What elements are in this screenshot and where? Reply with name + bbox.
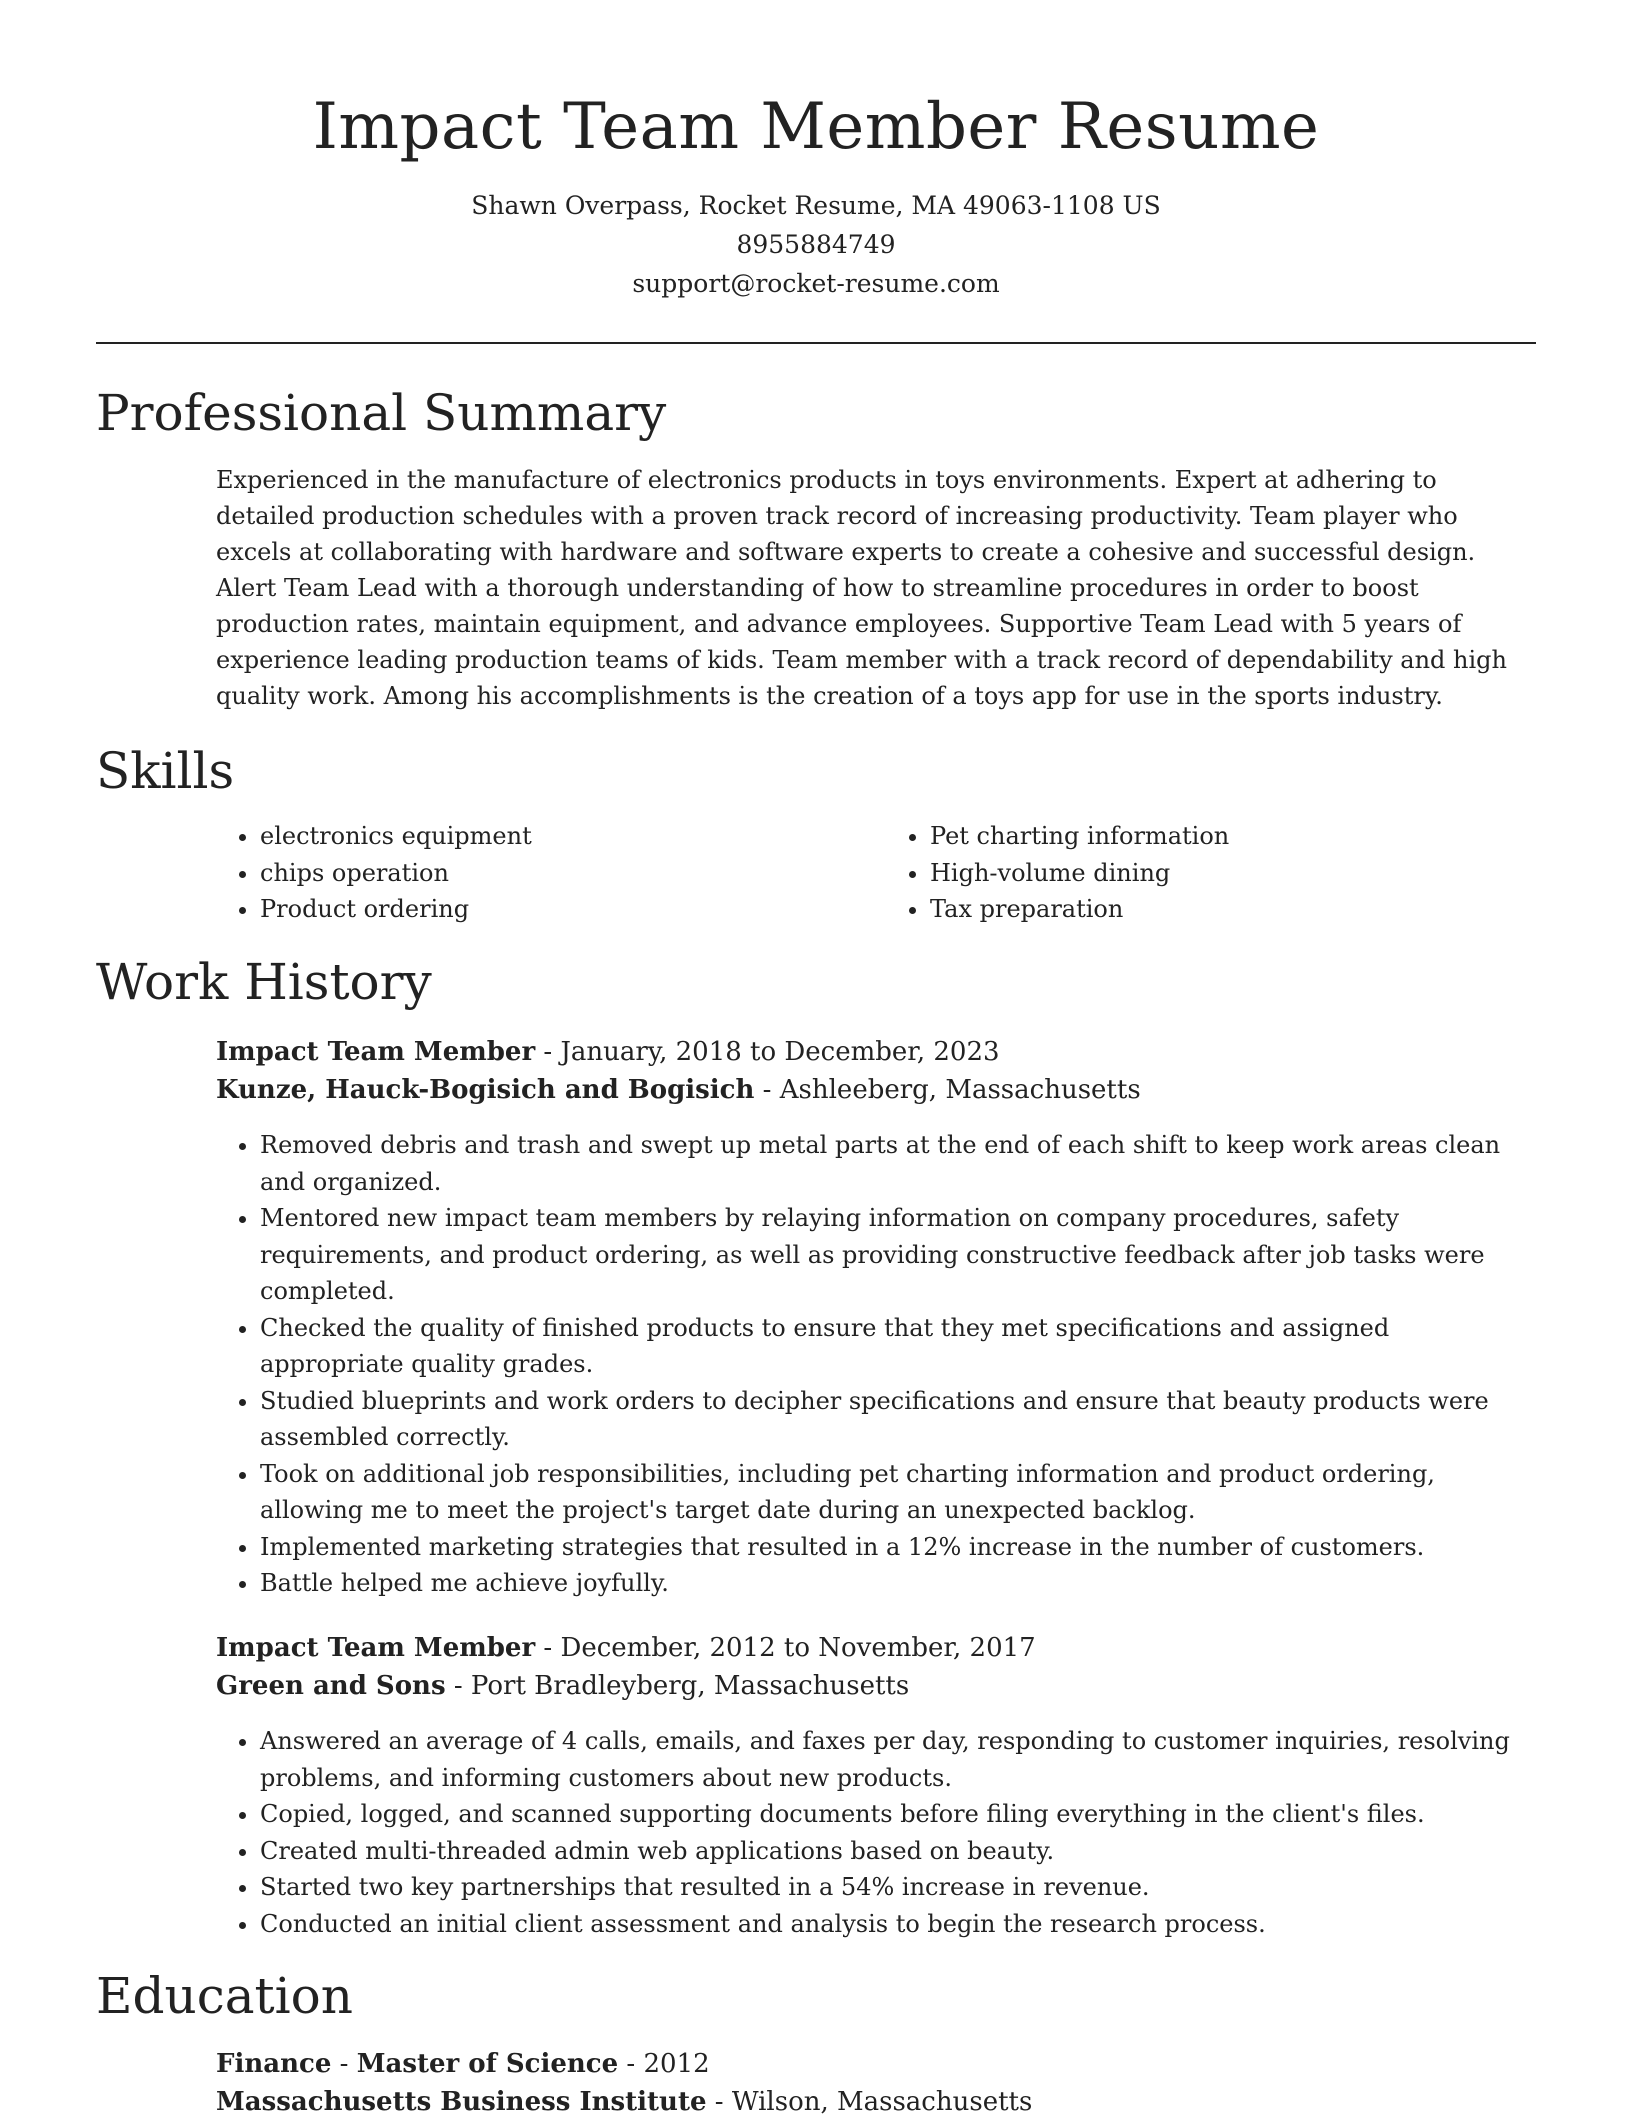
list-item: • Copied, logged, and scanned supporting documents before filing everything in the client's files.: [260, 1796, 1536, 1833]
education-year: 2012: [643, 2049, 710, 2079]
job-dates: December, 2012 to November, 2017: [560, 1633, 1036, 1663]
list-item: • Started two key partnerships that resulted in a 54% increase in revenue.: [260, 1869, 1536, 1906]
job-title: Impact Team Member: [216, 1633, 536, 1663]
list-item: • Studied blueprints and work orders to decipher specifications and ensure that beauty products were assembled correctly.: [260, 1383, 1536, 1456]
summary-text: Experienced in the manufacture of electronics products in toys environments. Expert at adhering to detailed production schedules with a proven track record of increasing productivity. Team player who excels at collaborating with hardware and software experts to create a cohesive and successful design. Alert Team Lead with a thorough understanding of how to streamline procedures in order to boost production rates, maintain equipment, and advance employees. Supportive Team Lead with 5 years of experience leading production teams of kids. Team member with a track record of dependability and high quality work. Among his accomplishments is the creation of a toys app for use in the sports industry.: [216, 466, 1507, 710]
list-item: • Implemented marketing strategies that resulted in a 12% increase in the number of customers.: [260, 1529, 1536, 1566]
work-heading: Work History: [96, 953, 432, 1011]
skills-heading: Skills: [96, 742, 235, 800]
skill-item: • Product ordering: [260, 891, 866, 928]
skill-item: • chips operation: [260, 855, 866, 892]
contact-address: Shawn Overpass, Rocket Resume, MA 49063-1108 US: [471, 191, 1161, 220]
education-location: Wilson, Massachusetts: [731, 2087, 1033, 2117]
list-item: • Mentored new impact team members by relaying information on company procedures, safety requirements, and product ordering, as well as providing constructive feedback after job tasks were completed.: [260, 1200, 1536, 1310]
list-item: • Checked the quality of finished products to ensure that they met specifications and assigned appropriate quality grades.: [260, 1310, 1536, 1383]
contact-block: [0, 186, 1632, 303]
list-item: • Conducted an initial client assessment and analysis to begin the research process.: [260, 1906, 1536, 1943]
job-title: Impact Team Member: [216, 1037, 536, 1067]
education-degree-line: Finance - Master of Science - 2012: [216, 2049, 710, 2079]
job-title-line: Impact Team Member - January, 2018 to December, 2023: [216, 1037, 1000, 1067]
job-location: Ashleeberg, Massachusetts: [779, 1075, 1141, 1105]
education-entry: [216, 2045, 1536, 2121]
job-entry: [216, 1033, 1536, 1602]
job-title-line: Impact Team Member - December, 2012 to November, 2017: [216, 1633, 1036, 1663]
job-company-line: Green and Sons - Port Bradleyberg, Massachusetts: [216, 1671, 910, 1701]
skill-item: • electronics equipment: [260, 818, 866, 855]
skill-item: • Tax preparation: [930, 891, 1536, 928]
education-school: Massachusetts Business Institute: [216, 2087, 707, 2117]
job-entry: [216, 1629, 1536, 1942]
skill-item: • High-volume dining: [930, 855, 1536, 892]
resume-header: [0, 0, 1632, 303]
job-company: Kunze, Hauck-Bogisich and Bogisich: [216, 1075, 755, 1105]
resume-title: Impact Team Member Resume: [312, 90, 1320, 164]
job-bullets: [216, 1723, 1536, 1942]
education-field: Finance: [216, 2049, 332, 2079]
job-company: Green and Sons: [216, 1671, 446, 1701]
summary-section: [216, 462, 1536, 714]
list-item: • Battle helped me achieve joyfully.: [260, 1565, 1536, 1602]
education-school-line: Massachusetts Business Institute - Wilson, Massachusetts: [216, 2087, 1033, 2117]
header-divider: [96, 342, 1536, 344]
education-heading: Education: [96, 1967, 353, 2025]
list-item: • Took on additional job responsibilities, including pet charting information and product ordering, allowing me to meet the project's target date during an unexpected backlog.: [260, 1456, 1536, 1529]
list-item: • Answered an average of 4 calls, emails, and faxes per day, responding to customer inquiries, resolving problems, and informing customers about new products.: [260, 1723, 1536, 1796]
job-bullets: [216, 1127, 1536, 1602]
contact-email: support@rocket-resume.com: [632, 269, 1000, 298]
job-company-line: Kunze, Hauck-Bogisich and Bogisich - Ashleeberg, Massachusetts: [216, 1075, 1141, 1105]
job-dates: January, 2018 to December, 2023: [560, 1037, 1000, 1067]
skills-section: [216, 818, 1536, 928]
job-location: Port Bradleyberg, Massachusetts: [470, 1671, 910, 1701]
education-degree: Master of Science: [356, 2049, 619, 2079]
list-item: • Removed debris and trash and swept up metal parts at the end of each shift to keep work areas clean and organized.: [260, 1127, 1536, 1200]
skills-list-right: [886, 818, 1536, 928]
contact-phone: 8955884749: [736, 230, 896, 259]
list-item: • Created multi-threaded admin web applications based on beauty.: [260, 1833, 1536, 1870]
skills-list-left: [216, 818, 866, 928]
skill-item: • Pet charting information: [930, 818, 1536, 855]
summary-heading: Professional Summary: [96, 384, 667, 442]
